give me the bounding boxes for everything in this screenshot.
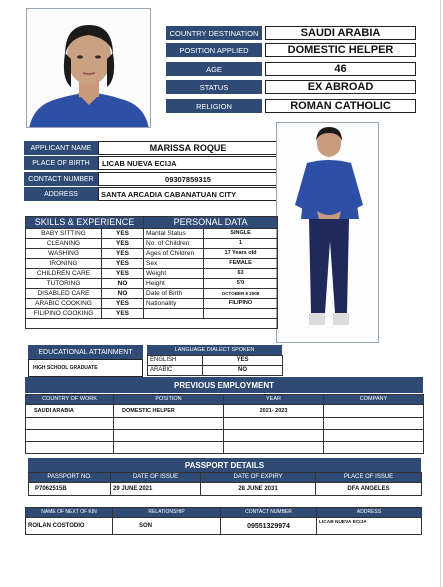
personal-value: FEMALE xyxy=(204,259,278,269)
table-row xyxy=(26,289,278,299)
skill-value: YES xyxy=(102,259,144,269)
passport-expiry-date: 28 JUNE 2031 xyxy=(201,483,316,496)
skill-name: DISABLED CARE xyxy=(26,289,102,299)
empty-row xyxy=(26,319,278,329)
top-info-block xyxy=(166,26,418,118)
language-header: LANGUAGE DIALECT SPOKEN xyxy=(147,345,282,355)
col-passport-no: PASSPORT NO. xyxy=(29,473,111,483)
age-value: 46 xyxy=(265,62,416,76)
religion-value: ROMAN CATHOLIC xyxy=(265,99,416,113)
personal-label: Date of Birth xyxy=(144,289,204,299)
employment-year: 2021- 2023 xyxy=(224,405,324,418)
skill-value: YES xyxy=(102,299,144,309)
contact-number-label: CONTACT NUMBER xyxy=(24,172,98,186)
personal-data-header: PERSONAL DATA xyxy=(144,217,278,229)
personal-label: Weight xyxy=(144,269,204,279)
skill-value: YES xyxy=(102,229,144,239)
passport-details-header: PASSPORT DETAILS xyxy=(28,458,421,472)
table-row xyxy=(148,356,283,366)
position-applied-label: POSITION APPLIED xyxy=(166,43,262,57)
previous-employment-header: PREVIOUS EMPLOYMENT xyxy=(25,377,423,393)
kin-name: ROILAN COSTODIO xyxy=(26,518,113,535)
passport-place-of-issue: DFA ANGELES xyxy=(316,483,422,496)
skill-value: YES xyxy=(102,249,144,259)
age-label: AGE xyxy=(166,62,262,76)
page-edge-divider xyxy=(440,0,441,587)
address-value: SANTA ARCADIA CABANATUAN CITY xyxy=(98,187,278,201)
place-of-birth-value: LICAB NUEVA ECIJA xyxy=(98,156,278,170)
table-row xyxy=(26,279,278,289)
table-row xyxy=(26,299,278,309)
table-row xyxy=(26,518,422,535)
skill-name: ARABIC COOKING xyxy=(26,299,102,309)
table-row xyxy=(26,319,278,329)
skill-value: YES xyxy=(102,309,144,319)
language-value: NO xyxy=(203,366,283,376)
kin-relationship: SON xyxy=(113,518,221,535)
contact-number-value: 09307859315 xyxy=(98,172,278,186)
personal-label-empty xyxy=(144,309,204,319)
col-place-of-issue: PLACE OF ISSUE xyxy=(316,473,422,483)
skill-name: BABY SITTING xyxy=(26,229,102,239)
col-next-of-kin-name: NAME OF NEXT OF KIN xyxy=(26,508,113,518)
col-company: COMPANY xyxy=(324,395,424,405)
language-table xyxy=(147,355,283,376)
skill-value: NO xyxy=(102,279,144,289)
address-label: ADDRESS xyxy=(24,187,98,201)
position-applied-value: DOMESTIC HELPER xyxy=(265,43,416,57)
country-destination-value: SAUDI ARABIA xyxy=(265,26,416,40)
table-row xyxy=(26,239,278,249)
skill-name: WASHING xyxy=(26,249,102,259)
applicant-block xyxy=(24,141,278,203)
skill-value: YES xyxy=(102,239,144,249)
skill-name: FILIPINO COOKING xyxy=(26,309,102,319)
next-of-kin-table xyxy=(25,507,422,535)
employment-position: DOMESTIC HELPER xyxy=(114,405,224,418)
status-label: STATUS xyxy=(166,80,262,94)
kin-address: LICAB NUEVA ECIJA xyxy=(317,518,422,535)
headshot-photo xyxy=(26,8,151,128)
skill-value: NO xyxy=(102,289,144,299)
table-row xyxy=(26,405,424,418)
passport-issue-date: 29 JUNE 2021 xyxy=(111,483,201,496)
personal-value: 5'0 xyxy=(204,279,278,289)
skills-personal-table xyxy=(25,216,278,329)
kin-contact-number: 09551329974 xyxy=(221,518,317,535)
passport-number: P7062515B xyxy=(29,483,111,496)
personal-value: 63 xyxy=(204,269,278,279)
personal-label: Sex xyxy=(144,259,204,269)
personal-label: Ages of Children xyxy=(144,249,204,259)
skill-name: CLEANING xyxy=(26,239,102,249)
person-full-body-image xyxy=(277,123,379,343)
skill-name: IRONING xyxy=(26,259,102,269)
col-date-of-expiry: DATE OF EXPIRY xyxy=(201,473,316,483)
table-row xyxy=(26,418,424,430)
col-position: POSITION xyxy=(114,395,224,405)
col-year: YEAR xyxy=(224,395,324,405)
col-country-of-work: COUNTRY OF WORK xyxy=(26,395,114,405)
col-relationship: RELATIONSHIP xyxy=(113,508,221,518)
personal-label: Height xyxy=(144,279,204,289)
table-row xyxy=(26,229,278,239)
col-address: ADDRESS xyxy=(317,508,422,518)
education-header: EDUCATIONAL ATTAINMENT xyxy=(28,345,143,359)
status-value: EX ABROAD xyxy=(265,80,416,94)
personal-label: Marital Status xyxy=(144,229,204,239)
employment-company xyxy=(324,405,424,418)
employment-table xyxy=(25,394,424,454)
full-body-photo xyxy=(276,122,379,343)
col-date-of-issue: DATE OF ISSUE xyxy=(111,473,201,483)
language-name: ARABIC xyxy=(148,366,203,376)
skill-value: YES xyxy=(102,269,144,279)
personal-label: No. of Children xyxy=(144,239,204,249)
col-contact-number: CONTACT NUMBER xyxy=(221,508,317,518)
personal-value: FILIPINO xyxy=(204,299,278,309)
personal-label: Nationality xyxy=(144,299,204,309)
table-row xyxy=(29,483,422,496)
skills-experience-header: SKILLS & EXPERIENCE xyxy=(26,217,144,229)
place-of-birth-label: PLACE OF BIRTH xyxy=(24,156,98,170)
table-row xyxy=(26,442,424,454)
table-row xyxy=(26,430,424,442)
language-name: ENGLISH xyxy=(148,356,203,366)
skill-name: TUTORING xyxy=(26,279,102,289)
table-row xyxy=(148,366,283,376)
passport-table xyxy=(28,472,422,496)
table-row xyxy=(26,259,278,269)
person-headshot-image xyxy=(27,9,151,128)
country-destination-label: COUNTRY DESTINATION xyxy=(166,26,262,40)
personal-value-empty xyxy=(204,309,278,319)
religion-label: RELIGION xyxy=(166,99,262,113)
personal-value: 17 Years old xyxy=(204,249,278,259)
personal-value: 1 xyxy=(204,239,278,249)
personal-value: OCTOBER 8 2008 xyxy=(204,289,278,299)
language-value: YES xyxy=(203,356,283,366)
table-row xyxy=(26,249,278,259)
education-value: HIGH SCHOOL GRADUATE xyxy=(28,359,143,377)
table-row xyxy=(26,269,278,279)
personal-value: SINGLE xyxy=(204,229,278,239)
employment-country: SAUDI ARABIA xyxy=(26,405,114,418)
applicant-name-label: APPLICANT NAME xyxy=(24,141,98,155)
skill-name: CHILDREN CARE xyxy=(26,269,102,279)
applicant-name-value: MARISSA ROQUE xyxy=(98,141,278,155)
table-row xyxy=(26,309,278,319)
